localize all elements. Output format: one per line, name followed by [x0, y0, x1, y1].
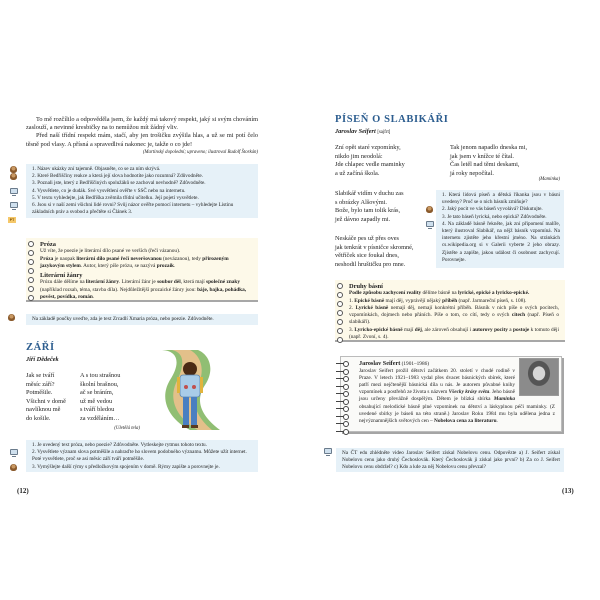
boy-with-backpack-illustration	[150, 345, 230, 433]
poem-questions-box	[26, 440, 258, 472]
theory-line: Podle způsobu zachycení reality dělíme básně na lyrické, epické a lyricko-epické.	[349, 290, 530, 297]
face-icon	[10, 166, 18, 173]
poem-column-2: A s tou strašnou školní brašnou, ač se bráním, už mě vedou s tváří bledou za vzděláním… (Uletělá tela)	[80, 372, 140, 431]
poem-title	[26, 342, 59, 363]
question-item: 1. Která lidová píseň a dětská říkanka jsou v básni uvedeny? Proč se o nich básník zmiňuje?	[442, 192, 560, 206]
theory-box-poem-types	[335, 280, 565, 342]
face-icon	[10, 173, 18, 180]
theory-heading: Próza	[40, 241, 56, 248]
bio-heading: Jaroslav Seifert (1901–1986)	[359, 360, 430, 367]
poem-title-text: ZÁŘÍ	[26, 342, 55, 353]
poem-header	[335, 114, 448, 135]
poem-author: Jiří Dědeček	[26, 356, 59, 363]
question-item: 1. Je uvedený text próza, nebo poezie? Zdůvodněte. Vytleskejte rytmus tohoto textu.	[32, 442, 207, 448]
pt-badge-icon: PT	[9, 218, 15, 222]
questions-box	[26, 164, 258, 218]
notebook-rings-icon	[28, 241, 34, 301]
question-item: 3. Vymýšlejte další rýmy s předložkovým spojením v domě. Rýmy zapište a porovnejte je.	[32, 464, 254, 471]
question-item: 2. Které Bedřiščiny reakce a která její slova hodnotíte jako rozumná? Zdůvodněte.	[32, 173, 254, 180]
poem-stanza-3: Slabikář vidím v duchu zas s obrázky Alšovými. Bože, bylo tam tolik krás, jež dávno zapadly mi.	[335, 190, 404, 223]
face-icon	[10, 464, 18, 471]
bio-text: Jaroslav Seifert prožil dětství začátkem 20. století v chudé rodině v Praze. V letech 1921–1983 vydal přes dvacet básnických sbírek, které patří mezi nejčtenější básnická díla u nás. Je autorem půvabné knihy vzpomínek a postřehů ze života s názvem Všecky krásy světa. Jeho básně jsou určeny převážně dospělým. Dětem je blízká sbírka Maminka obsahující melodické básně plné vzpomínek na dětství a láskyplnou péči maminky. (Z uvedené sbírky je báseň na této straně.) Jaroslav Roku 1984 mu byla udělena jedna z nejvýznamnějších světových cen – Nobelova cena za literaturu.	[359, 368, 555, 424]
poem-author: Jaroslav Seifert [sajfrt]	[335, 128, 391, 135]
poem-credit: (Uletělá tela)	[114, 425, 140, 431]
question-item: 2. Vysvětlete význam slova potměšile a nahraďte ho slovem podobného významu. Můžete užít internet. Poté vysvětlete, proč se asi měsíc září tváří potměšile.	[32, 449, 254, 463]
task-box	[336, 448, 564, 472]
theory-line: 1. Epické básně mají děj, vyprávějí nějaký příběh (např. Jarmareční píseň, s. 108).	[349, 297, 527, 304]
intro-paragraph: To mě rozčílilo a odpověděla jsem, že každý má takový respekt, jaký si svým chováním zaslouží, a nevinné kresbičky na to nemůžou mít žádný vliv.	[26, 116, 258, 132]
poem-credit: (Maminka)	[538, 177, 560, 182]
spiral-binding-icon	[336, 361, 349, 434]
author-portrait	[519, 358, 559, 396]
theory-heading: Literární žánry	[40, 272, 83, 280]
theory-heading: Druhy básní	[349, 283, 383, 290]
computer-icon	[10, 188, 18, 195]
pronunciation: [sajfrt]	[377, 130, 391, 135]
task-box	[26, 314, 258, 325]
theory-line: Prózu dále dělíme na literární žánry. Literární žánr je soubor děl, která mají společné znaky (například rozsah, téma, stavba díla). Nejdůležitější prozaické žánry jsou: báje, bajka, pohádka, pověst, povídka, román.	[40, 279, 247, 301]
question-item: 2. Jaký pocit ve vás báseň vyvolává? Diskutujte.	[442, 206, 560, 213]
question-item: 1. Název ukázky zní tajemně. Objasněte, co se za ním skrývá.	[32, 166, 254, 173]
questions-box	[436, 190, 564, 268]
computer-icon	[426, 221, 434, 228]
question-item: 4. Vysvětlete, co je dudák. Své vysvětlení ověřte v SSČ nebo na internetu.	[32, 188, 254, 195]
theory-line: 3. Lyricko-epické básně mají děj, ale zároveň obsahují i autorovy pocity a postoje k tomuto ději (např. Zvoní, s. 4).	[349, 326, 560, 341]
question-item: 5. V textu vyhledejte, jak Bedřiška zvěmila třídní učitelku. Její pojetí vysvětlete.	[32, 194, 199, 201]
page-number-right: (13)	[562, 487, 574, 495]
question-item: 6. Jsou si v naší zemi všichni lidé rovni? Svůj názor ověřte pomocí internetu – vyhledejte Listinu základních práv a svobod a přečtěte si Článek 3.	[32, 202, 254, 216]
intro-paragraph: Před naší třídní respekt mám, stačí, aby jen trošičku zvýšila hlas, a už se mi potí čelo těsně pod vlasy. A přísná a spravedlivá nakonec je, takže o co jde!	[26, 132, 258, 148]
intro-text	[26, 116, 258, 156]
poem-column-1: Jak se tváří měsíc září? Potměšile. Všichni v domě navlíknou mě do košile.	[26, 372, 66, 422]
theory-line: Už víte, že poezie je literární dílo psané ve verších (řeči vázanou).	[40, 248, 181, 255]
notebook-rings-icon	[337, 283, 343, 343]
right-page	[300, 0, 600, 600]
question-item: 4. Na základě básně řekněte, jak zní připomení malíře, který ilustroval Slabikář, na nějž básník vzpomíná. Na internetu zjistěte jeho křestní jméno. Na stránkách cs.wikipedia.org si v Galerii vyberte 2 jeho obrazy. Zjistěte a zapište, jakou událost či osobnost zachycují. Porovnejte.	[442, 221, 560, 264]
face-icon	[8, 314, 16, 321]
poem-stanza-4: Neskáče pes už přes oves jak tenkrát v písničce skromné, větříček sice foukal dnes, neshodil hruštičku pro mne.	[335, 235, 414, 268]
poem-stanza-1: Zní opět staré vzpomínky, nikdo jim neodolá: Jde chlapec vedle maminky a už začíná škola.	[335, 144, 405, 177]
face-icon	[426, 206, 434, 213]
question-item: 3. Je tato báseň lyrická, nebo epická? Zdůvodněte.	[442, 213, 547, 220]
theory-line: Próza je naopak literární dílo psané řečí neveršovanou (nevázanou), tedy přirozeným jazykovým stylem. Autor, který píše prózu, se nazývá prozaik.	[40, 255, 229, 269]
intro-credit: (Martinský dopolední; upraveno; ilustroval Rudolf Štorkán)	[142, 149, 258, 155]
computer-icon	[324, 448, 332, 455]
task-text: Na ČT edu zhlédněte video Jaroslav Seifert získal Nobelovu cenu. Odpovězte a) J. Seifert získal Nobelovu cenu jako druhý Čechoslovák. Který Čechoslovák ji získal jako první? b) Za co J. Seifert Nobelovu cenu obdržel? c) Kdo a kde za něj Nobelovu cenu převzal?	[342, 450, 560, 471]
poem-title-text: PÍSEŇ O SLABIKÁŘI	[335, 114, 449, 125]
page-number-left: (12)	[17, 487, 29, 495]
author-bio-card	[340, 356, 562, 432]
task-text: Na základě poučky uveďte, zda je text Zrcadlí Xmaria próza, nebo poezie. Zdůvodněte.	[32, 316, 214, 322]
poem-stanza-2: Tak jenom napadlo dneska mi, jak jsem v knížce té čítal. Čas letěl nad těmi deskami, já roky nepočítal.	[450, 144, 528, 177]
question-item: 3. Poznali jste, který z Bedřiščiných spolužáků se zachoval nevhodně? Zdůvodněte.	[32, 180, 206, 187]
computer-icon	[10, 449, 18, 456]
theory-box-prose	[26, 238, 258, 302]
theory-line: 2. Lyrické básně nemají děj, nemají konkrétní příběh. Básník v nich píše o svých pocitech, vzpomínkách, dojmech nebo přáních. Píše o tom, co cítí, tedy o svých citech (např. Píseň o slabikáři).	[349, 304, 560, 326]
